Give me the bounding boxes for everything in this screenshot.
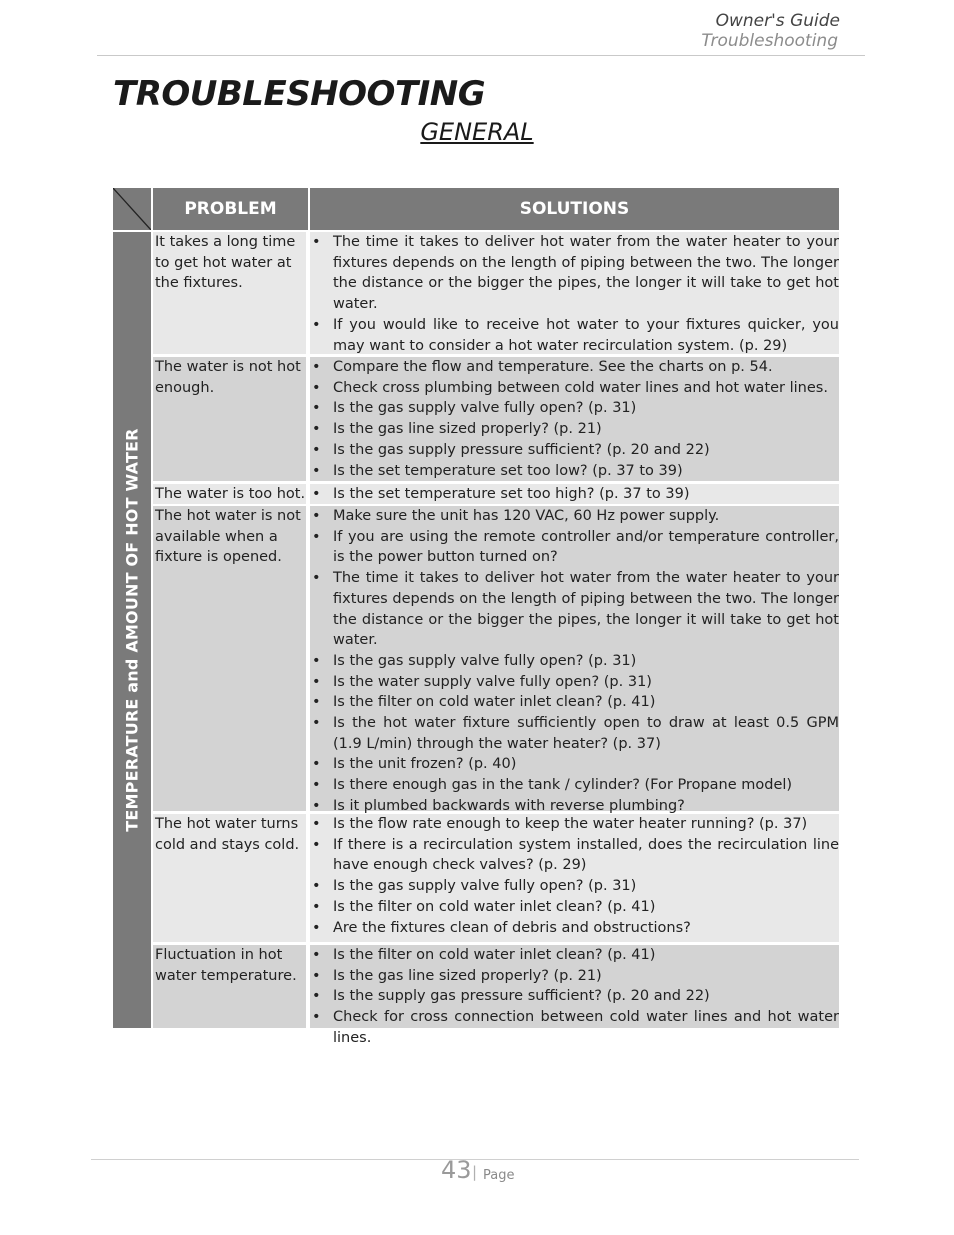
- problem-cell: The hot water is not available when a fixture is opened.: [153, 506, 308, 811]
- column-header-problem: PROBLEM: [153, 188, 310, 230]
- solution-item: [310, 966, 839, 987]
- solution-text: The time it takes to deliver hot water from the water heater to your fixtures depends on the length of piping between the two. The longer the distance or the bigger the pipes, the longer it will take to get hot water.: [333, 570, 839, 649]
- bullet-icon: •: [312, 441, 321, 458]
- solutions-list: [310, 357, 839, 481]
- bullet-icon: •: [312, 988, 321, 1005]
- solution-item: [310, 506, 839, 527]
- solution-text: Is the gas supply valve fully open? (p. 31): [333, 652, 637, 669]
- solution-text: Are the fixtures clean of debris and obstructions?: [333, 919, 691, 936]
- solutions-cell: [310, 814, 839, 942]
- solution-text: Is the set temperature set too low? (p. 37 to 39): [333, 462, 683, 479]
- bullet-icon: •: [312, 400, 321, 417]
- solution-text: Is the filter on cold water inlet clean? (p. 41): [333, 947, 656, 963]
- solution-item: [310, 315, 839, 356]
- solutions-list: [310, 232, 839, 356]
- solution-item: [310, 814, 839, 835]
- solution-item: [310, 378, 839, 399]
- page-separator: |: [472, 1163, 478, 1181]
- solutions-cell: [310, 945, 839, 1046]
- bullet-icon: •: [312, 836, 321, 853]
- page-number: 43: [441, 1156, 472, 1184]
- bullet-icon: •: [312, 570, 321, 587]
- problem-cell: The hot water turns cold and stays cold.: [153, 814, 308, 942]
- bullet-icon: •: [312, 694, 321, 711]
- solution-item: [310, 568, 839, 651]
- page-subtitle: GENERAL: [420, 118, 534, 146]
- header-divider: [97, 55, 865, 56]
- solution-item: [310, 945, 839, 966]
- solution-text: Is the gas line sized properly? (p. 21): [333, 421, 602, 438]
- bullet-icon: •: [312, 359, 321, 375]
- table-row: [153, 484, 839, 504]
- bullet-icon: •: [312, 816, 321, 832]
- solution-item: [310, 692, 839, 713]
- problem-cell: Fluctuation in hot water temperature.: [153, 945, 308, 1028]
- solution-item: [310, 527, 839, 568]
- bullet-icon: •: [312, 967, 321, 984]
- solution-item: [310, 357, 839, 378]
- solution-text: If there is a recirculation system installed, does the recirculation line have enough check valves? (p. 29): [333, 836, 839, 874]
- bullet-icon: •: [312, 756, 321, 773]
- solution-item: [310, 672, 839, 693]
- bullet-icon: •: [312, 1009, 321, 1026]
- solution-item: [310, 754, 839, 775]
- category-label: TEMPERATURE and AMOUNT OF HOT WATER: [122, 428, 142, 832]
- solution-item: [310, 713, 839, 754]
- solution-item: [310, 986, 839, 1007]
- table-row: [153, 357, 839, 481]
- solution-item: [310, 876, 839, 897]
- bullet-icon: •: [312, 947, 321, 963]
- solution-text: Is the water supply valve fully open? (p. 31): [333, 673, 652, 690]
- solution-item: [310, 484, 839, 505]
- solution-text: Is the hot water fixture sufficiently open to draw at least 0.5 GPM (1.9 L/min) through the water heater? (p. 37): [333, 715, 839, 752]
- table-row: [153, 945, 839, 1046]
- bullet-icon: •: [312, 878, 321, 895]
- solutions-cell: [310, 484, 839, 504]
- solution-text: Is the set temperature set too high? (p. 37 to 39): [333, 486, 690, 502]
- bullet-icon: •: [312, 316, 321, 333]
- bullet-icon: •: [312, 508, 321, 524]
- column-header-solutions: SOLUTIONS: [310, 188, 839, 230]
- bullet-icon: •: [312, 379, 321, 396]
- category-side-band: [113, 232, 153, 1028]
- problem-cell: The water is too hot.: [153, 484, 308, 504]
- solution-text: The time it takes to deliver hot water from the water heater to your fixtures depends on the length of piping between the two. The longer the distance or the bigger the pipes, the longer it will take to get hot water.: [333, 234, 839, 313]
- solutions-cell: [310, 357, 839, 481]
- header-guide-title: Owner's Guide: [715, 11, 840, 31]
- bullet-icon: •: [312, 919, 321, 936]
- solution-item: [310, 1007, 839, 1048]
- problem-cell: The water is not hot enough.: [153, 357, 308, 481]
- solution-item: [310, 440, 839, 461]
- bullet-icon: •: [312, 797, 321, 814]
- solutions-cell: [310, 506, 839, 814]
- solution-text: Is the supply gas pressure sufficient? (p. 20 and 22): [333, 988, 710, 1005]
- corner-diagonal-icon: [113, 188, 151, 230]
- solution-text: Make sure the unit has 120 VAC, 60 Hz power supply.: [333, 508, 720, 524]
- solution-item: [310, 461, 839, 482]
- solution-text: Is the gas supply valve fully open? (p. 31): [333, 400, 637, 417]
- footer-divider: [91, 1159, 859, 1160]
- solution-item: [310, 775, 839, 796]
- bullet-icon: •: [312, 421, 321, 438]
- solution-text: Check for cross connection between cold water lines and hot water lines.: [333, 1009, 839, 1046]
- solution-text: Is the gas supply valve fully open? (p. 31): [333, 878, 637, 895]
- solution-item: [310, 398, 839, 419]
- bullet-icon: •: [312, 777, 321, 794]
- solution-item: [310, 419, 839, 440]
- solutions-cell: [310, 232, 839, 354]
- solutions-list: [310, 945, 839, 1049]
- solution-item: [310, 835, 839, 876]
- bullet-icon: •: [312, 715, 321, 732]
- troubleshooting-table: [113, 188, 839, 1046]
- solution-item: [310, 651, 839, 672]
- solution-text: If you would like to receive hot water to your fixtures quicker, you may want to consider a hot water recirculation system. (p. 29): [333, 316, 839, 354]
- page-title: TROUBLESHOOTING: [113, 74, 486, 114]
- solutions-list: [310, 506, 839, 817]
- bullet-icon: •: [312, 898, 321, 915]
- header-section-title: Troubleshooting: [701, 31, 838, 51]
- solution-text: Is the gas line sized properly? (p. 21): [333, 967, 602, 984]
- bullet-icon: •: [312, 486, 321, 502]
- solution-text: Is the unit frozen? (p. 40): [333, 756, 517, 773]
- table-corner-cell: [113, 188, 153, 230]
- bullet-icon: •: [312, 234, 321, 250]
- solution-text: Is the gas supply pressure sufficient? (p. 20 and 22): [333, 441, 710, 458]
- solution-text: Is the filter on cold water inlet clean? (p. 41): [333, 898, 656, 915]
- solutions-list: [310, 484, 839, 505]
- solution-text: Is the filter on cold water inlet clean? (p. 41): [333, 694, 656, 711]
- solution-text: Is there enough gas in the tank / cylinder? (For Propane model): [333, 777, 793, 794]
- bullet-icon: •: [312, 673, 321, 690]
- bullet-icon: •: [312, 652, 321, 669]
- solution-item: [310, 897, 839, 918]
- page-label: Page: [483, 1168, 515, 1183]
- solution-item: [310, 232, 839, 315]
- solution-text: If you are using the remote controller and/or temperature controller, is the power button turned on?: [333, 528, 839, 566]
- solution-text: Is it plumbed backwards with reverse plumbing?: [333, 797, 685, 814]
- solutions-list: [310, 814, 839, 938]
- bullet-icon: •: [312, 528, 321, 545]
- solution-text: Check cross plumbing between cold water lines and hot water lines.: [333, 379, 828, 396]
- bullet-icon: •: [312, 462, 321, 479]
- solution-text: Compare the flow and temperature. See the charts on p. 54.: [333, 359, 773, 375]
- problem-cell: It takes a long time to get hot water at the fixtures.: [153, 232, 308, 354]
- table-row: [153, 814, 839, 942]
- table-row: [153, 506, 839, 814]
- solution-text: Is the flow rate enough to keep the water heater running? (p. 37): [333, 816, 808, 832]
- table-row: [153, 232, 839, 354]
- solution-item: [310, 918, 839, 939]
